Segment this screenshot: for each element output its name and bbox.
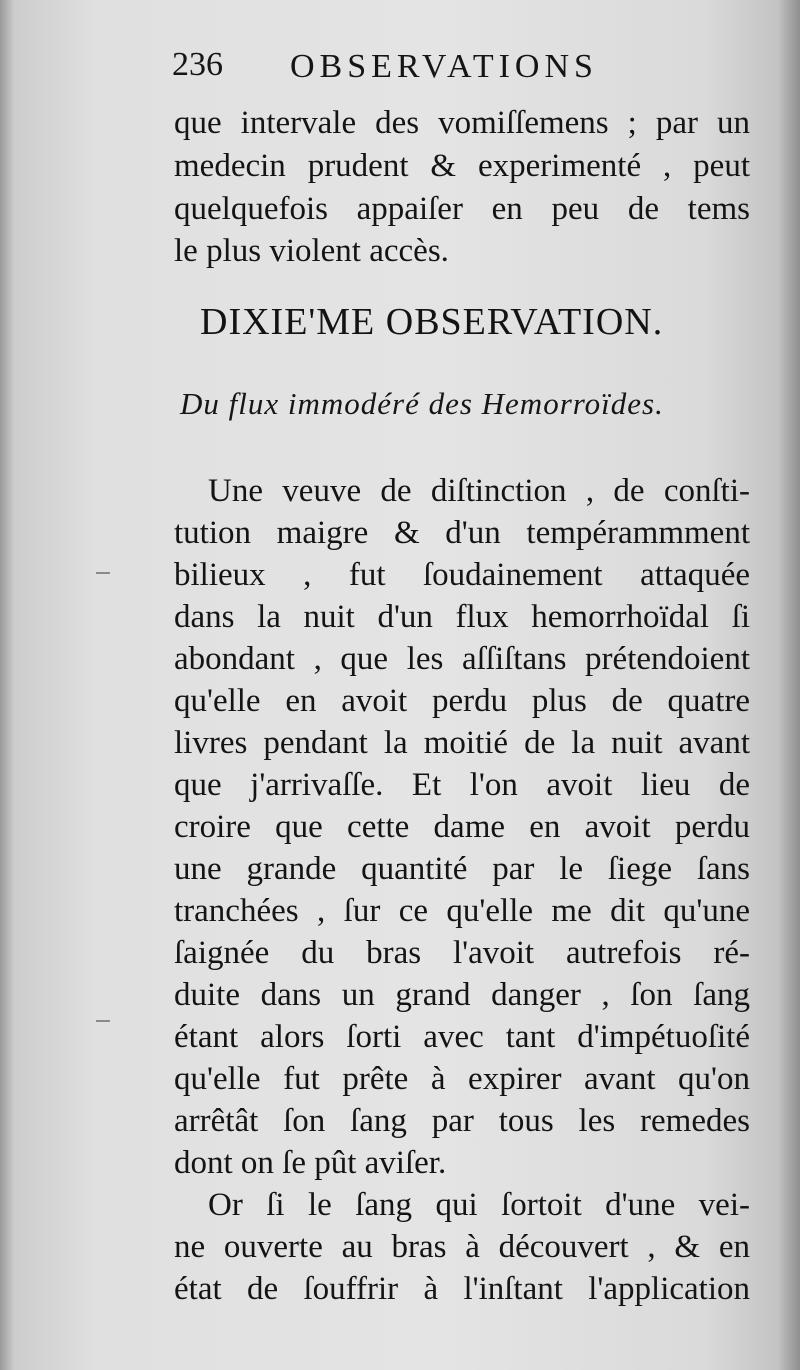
text-line: arrêtât ſon ſang par tous les remedes [174,1103,750,1139]
text-line: abondant , que les aſſiſtans prétendoient [174,641,750,677]
text-line: bilieux , fut ſoudainement attaquée [174,557,750,593]
margin-mark [96,572,110,574]
text-line: que intervale des vomiſſemens ; par un [174,105,750,141]
text-line: tution maigre & d'un tempérammment [174,515,750,551]
text-line: état de ſouffrir à l'inſtant l'application [174,1271,750,1307]
text-line: Or ſi le ſang qui ſortoit d'une vei- [208,1187,750,1223]
text-line: dont on ſe pût aviſer. [174,1145,447,1181]
text-line: ſaignée du bras l'avoit autrefois ré- [174,935,750,971]
running-head: OBSERVATIONS [290,48,598,85]
text-line: duite dans un grand danger , ſon ſang [174,977,750,1013]
text-line: livres pendant la moitié de la nuit avant [174,725,750,761]
section-title: DIXIE'ME OBSERVATION. [200,301,664,343]
text-line: qu'elle fut prête à expirer avant qu'on [174,1061,750,1097]
page-number: 236 [172,46,223,83]
text-line: Une veuve de diſtinction , de conſti- [208,473,750,509]
text-line: que j'arrivaſſe. Et l'on avoit lieu de [174,767,750,803]
text-line: étant alors ſorti avec tant d'impétuoſité [174,1019,750,1055]
text-line: tranchées , ſur ce qu'elle me dit qu'une [174,893,750,929]
text-line: dans la nuit d'un flux hemorrhoïdal ſi [174,599,750,635]
text-line: ne ouverte au bras à découvert , & en [174,1229,750,1265]
text-line: le plus violent accès. [174,233,449,269]
section-subtitle: Du flux immodéré des Hemorroïdes. [180,386,664,421]
text-line: qu'elle en avoit perdu plus de quatre [174,683,750,719]
text-line: medecin prudent & experimenté , peut [174,148,750,184]
text-line: croire que cette dame en avoit perdu [174,809,750,845]
margin-mark [96,1020,110,1022]
text-line: quelquefois appaiſer en peu de tems [174,191,750,227]
text-line: une grande quantité par le ſiege ſans [174,851,750,887]
